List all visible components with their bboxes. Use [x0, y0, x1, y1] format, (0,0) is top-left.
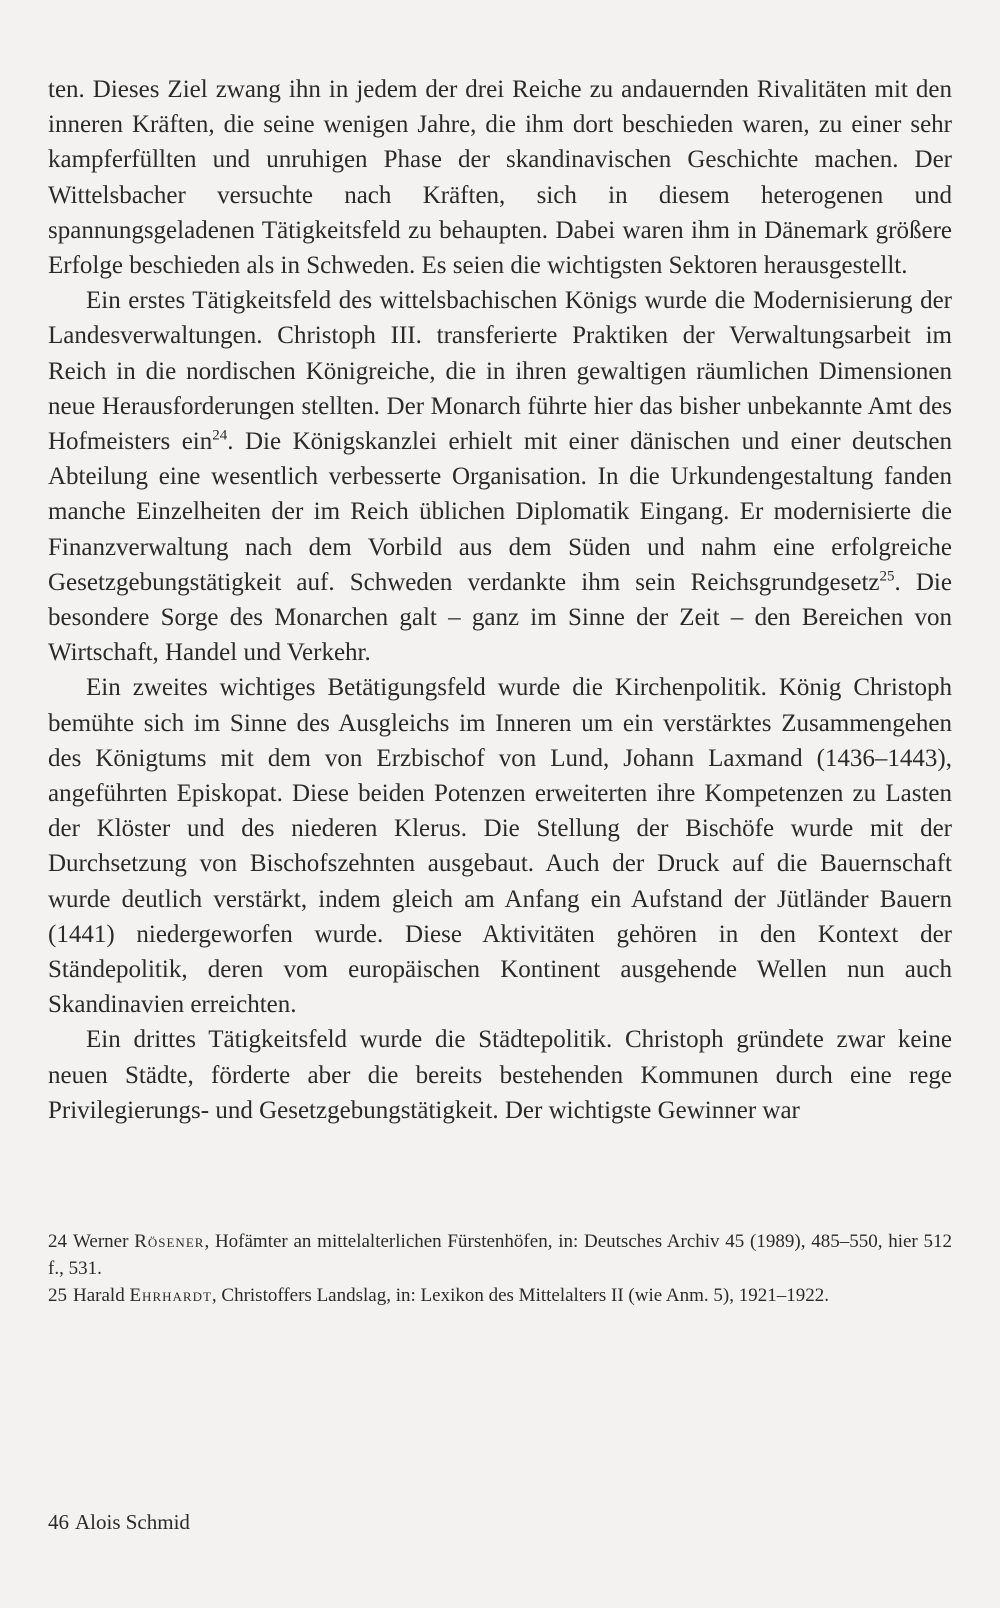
paragraph-text: . Die besondere Sorge des Monarchen galt – ganz im Sinne der Zeit – den Bereichen von Wirtschaft, Handel und Verkehr.: [48, 568, 952, 667]
paragraph-text: Ein zweites wichtiges Betätigungsfeld wurde die Kirchenpolitik. König Christoph bemühte sich im Sinne des Ausgleichs im Inneren um ein verstärktes Zusammengehen des Königtums mit dem von Erzbischof von Lund, Johann Laxmand (1436–1443), angeführten Episkopat. Diese beiden Potenzen erweiterten ihre Kompetenzen zu Lasten der Klöster und des niederen Klerus. Die Stellung der Bischöfe wurde mit der Durchsetzung von Bischofszehnten ausgebaut. Auch der Druck auf die Bauernschaft wurde deutlich verstärkt, indem gleich am Anfang ein Aufstand der Jütländer Bauern (1441) niedergeworfen wurde. Diese Aktivitäten gehören in den Kontext der Ständepolitik, deren vom europäischen Kontinent ausgehende Wellen nun auch Skandinavien erreichten.: [48, 674, 952, 1019]
footnote-reference[interactable]: 25: [879, 568, 895, 585]
running-author: Alois Schmid: [75, 1510, 190, 1534]
footnote-author-first: Werner: [73, 1231, 129, 1252]
paragraph: [48, 1022, 952, 1128]
footnote-citation: , Hofämter an mittelalterlichen Fürstenhöfen, in: Deutsches Archiv 45 (1989), 485–550, hier 512 f., 531.: [48, 1231, 953, 1279]
paragraph: [48, 283, 952, 670]
paragraph-text: Ein erstes Tätigkeitsfeld des wittelsbachischen Königs wurde die Modernisierung der Landesverwaltungen. Christoph III. transferierte Praktiken der Verwaltungsarbeit im Reich in die nordischen Königreiche, die in ihren gewaltigen räumlichen Dimensionen neue Herausforderungen stellten. Der Monarch führte hier das bisher unbekannte Amt des Hofmeisters ein: [48, 287, 952, 456]
footnote-reference[interactable]: 24: [212, 427, 228, 444]
page-number: 46: [48, 1510, 69, 1534]
footnote-number: 25: [48, 1285, 67, 1306]
paragraph-text: . Die Königskanzlei erhielt mit einer dänischen und einer deutschen Abteilung eine wesentlich verbesserte Organisation. In die Urkundengestaltung fanden manche Einzelheiten der im Reich üblichen Diplomatik Eingang. Er modernisierte die Finanzverwaltung nach dem Vorbild aus dem Süden und nahm eine erfolgreiche Gesetzgebungstätigkeit auf. Schweden verdankte ihm sein Reichsgrundgesetz: [48, 428, 952, 596]
footnote-citation: , Christoffers Landslag, in: Lexikon des Mittelalters II (wie Anm. 5), 1921–1922.: [211, 1285, 829, 1306]
paragraph: [48, 72, 952, 283]
footnotes: [48, 1228, 952, 1309]
footnote: [48, 1228, 952, 1282]
paragraph-text: ten. Dieses Ziel zwang ihn in jedem der drei Reiche zu andauernden Rivalitäten mit den inneren Kräften, die seine wenigen Jahre, die ihm dort beschieden waren, zu einer sehr kampferfüllten und unruhigen Phase der skandinavischen Geschichte machen. Der Wittelsbacher versuchte nach Kräften, sich in diesem heterogenen und spannungsgeladenen Tätigkeitsfeld zu behaupten. Dabei waren ihm in Dänemark größere Erfolge beschieden als in Schweden. Es seien die wichtigsten Sektoren herausgestellt.: [48, 76, 952, 280]
paragraph-text: Ein drittes Tätigkeitsfeld wurde die Städtepolitik. Christoph gründete zwar keine neuen Städte, förderte aber die bereits bestehenden Kommunen durch eine rege Privilegierungs- und Gesetzgebungstätigkeit. Der wichtigste Gewinner war: [48, 1026, 952, 1124]
footnote-number: 24: [48, 1231, 67, 1252]
page-footer: [48, 1509, 190, 1535]
footnote-author-first: Harald: [73, 1285, 125, 1306]
footnote-author-last: Rösener: [134, 1231, 205, 1252]
main-text: [48, 72, 952, 1128]
footnote-author-last: Ehrhardt: [129, 1285, 212, 1306]
paragraph: [48, 670, 952, 1022]
footnote: [48, 1282, 952, 1309]
